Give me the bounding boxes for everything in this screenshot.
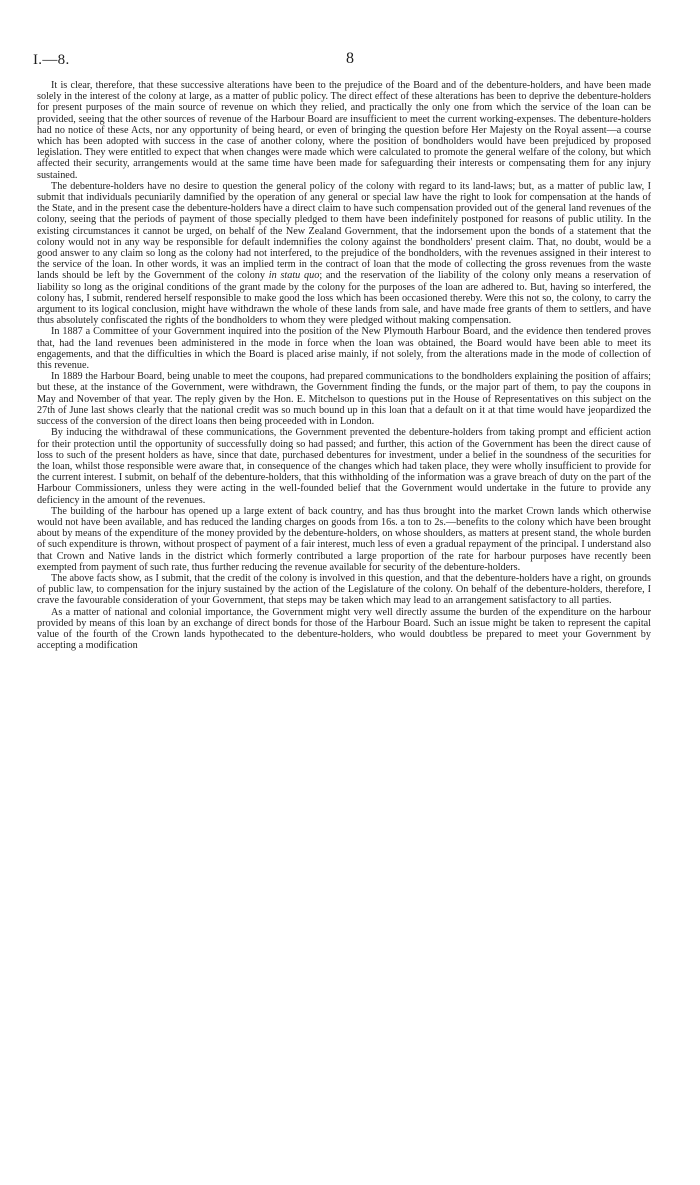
paragraph-4 — [37, 371, 651, 427]
document-reference: I.—8. — [33, 52, 70, 68]
paragraph-text: As a matter of national and colonial importance, the Government might very well directly assume the burden of the expenditure on the harbour provided by means of this loan by an exchange of direct bonds for those of the Harbour Board. Such an issue might be taken to represent the capital value of the fourth of the Crown lands hypothecated to the debenture-holders, who would doubtless be prepared to meet your Government by accepting a modification — [37, 606, 651, 652]
paragraph-8 — [37, 607, 651, 652]
paragraph-text: By inducing the withdrawal of these communications, the Government prevented the debenture-holders from taking prompt and efficient action for their protection until the opportunity of successfully doing so had passed; and further, this action of the Government has been the direct cause of loss to such of the present holders as have, since that date, purchased debentures for investment, under a belief in the soundness of the securities for the loan, whilst those responsible were aware that, in consequence of the changes which had taken place, they were wholly insufficient to provide for the current interest. I submit, on behalf of the debenture-holders, that this withholding of the information was a grave breach of duty on the part of the Harbour Commissioners, unless they were acting in the well-founded belief that the Government would undertake in the future to provide any deficiency in the amount of the revenues. — [37, 427, 651, 506]
paragraph-5 — [37, 427, 651, 505]
paragraph-text: In 1889 the Harbour Board, being unable to meet the coupons, had prepared communications to the bondholders explaining the position of affairs; but these, at the instance of the Government, were withdrawn, the Government finding the funds, or the major part of them, to pay the coupons in May and November of that year. The reply given by the Hon. E. Mitchelson to questions put in the House of Representatives on this subject on the 27th of June last shows clearly that the national credit was so much bound up in this loan that a default on it at that time would have jeopardized the success of the conversion of the direct loans then being proceeded with in London. — [37, 371, 651, 428]
paragraph-text: In 1887 a Committee of your Government inquired into the position of the New Plymouth Harbour Board, and the evidence then tendered proves that, had the land revenues been administered in the mode in force when the loan was obtained, the Board would have been able to meet its engagements, and that the difficulties in which the Board is placed arise mainly, if not solely, from the alterations made in the mode of collection of this revenue. — [37, 326, 651, 372]
paragraph-text: It is clear, therefore, that these successive alterations have been to the prejudice of the Board and of the debenture-holders, and have been made solely in the interest of the colony at large, as a matter of public policy. The direct effect of these alterations has been to deprive the debenture-holders for present purposes of the main source of revenue on which they relied, and practically the only one from which the service of the loan can be provided, seeing that the other sources of revenue of the Harbour Board are insufficient to meet the current working-expenses. The debenture-holders had no notice of these Acts, nor any opportunity of being heard, or even of bringing the question before Her Majesty on the Royal assent—a course which has been adopted with success in the case of another colony, where the position of bondholders would have been prejudiced by proposed legislation. They were entitled to expect that when changes were made which were calculated to promote the general welfare of the colony, but which affected their security, arrangements would at the same time have been made for safeguarding their interests or compensating them for any injury sustained. — [37, 80, 651, 181]
paragraph-6 — [37, 506, 651, 573]
body-text — [37, 80, 651, 651]
paragraph-3 — [37, 326, 651, 371]
italic-phrase: in statu quo — [268, 270, 320, 282]
paragraph-2 — [37, 181, 651, 327]
page-number: 8 — [346, 50, 354, 67]
paragraph-1 — [37, 80, 651, 181]
paragraph-text: The above facts show, as I submit, that the credit of the colony is involved in this question, and that the debenture-holders have a right, on grounds of public law, to compensation for the injury sustained by the action of the Legislature of the colony. On behalf of the debenture-holders, therefore, I crave the favourable consideration of your Government, that steps may be taken which may lead to an arrangement satisfactory to all parties. — [37, 572, 651, 607]
paragraph-text: The building of the harbour has opened up a large extent of back country, and has thus brought into the market Crown lands which otherwise would not have been available, and has reduced the landing charges on goods from 16s. a ton to 2s.—benefits to the colony which have been brought about by means of the expenditure of the money provided by the debenture-holders, on whose shoulders, as matters at present stand, the whole burden of such expenditure is thrown, without prospect of payment of a fair interest, much less of even a gradual repayment of the principal. I understand also that Crown and Native lands in the district which formerly contributed a large proportion of the rate for harbour purposes have recently been exempted from payment of such rate, thus further reducing the revenue available for security of the debenture-holders. — [37, 505, 651, 573]
paragraph-7 — [37, 573, 651, 607]
paragraph-text: ; and the reservation of the liability of the colony only means a reservation of liability so long as the original conditions of the grant made by the colony for the purposes of the loan are adhered to. But, having so interfered, the colony has, I submit, rendered herself responsible to make good the loss which has been occasioned thereby. Were this not so, the colony, to carry the argument to its logical conclusion, might have withdrawn the whole of these lands from sale, and have made free grants of them to settlers, and have thus absolutely confiscated the rights of the bondholders to whom they were pledged without making compensation. — [37, 270, 651, 327]
paragraph-text: The debenture-holders have no desire to question the general policy of the colony with regard to its land-laws; but, as a matter of public law, I submit that individuals pecuniarily damnified by the operation of any general or special law have the right to look for compensation at the hands of the State, and in the present case the debenture-holders have a direct claim to have such compensation provided out of the general land revenues of the colony, seeing that the periods of payment of those specially pledged to them have been indefinitely postponed for reasons of public utility. In the existing circumstances it cannot be urged, on behalf of the New Zealand Government, that the indorsement upon the bonds of a statement that the colony would not in any way be responsible for default indemnifies the colony against the bondholders' present claim. That, no doubt, would be a good answer to any claim so long as the colony had not interfered, to the prejudice of the bondholders, with the revenues assigned in their interest to the service of the loan. In other words, it was an implied term in the contract of loan that the mode of collecting the gross revenues from the waste lands should be left by the Government of the colony — [37, 180, 651, 282]
